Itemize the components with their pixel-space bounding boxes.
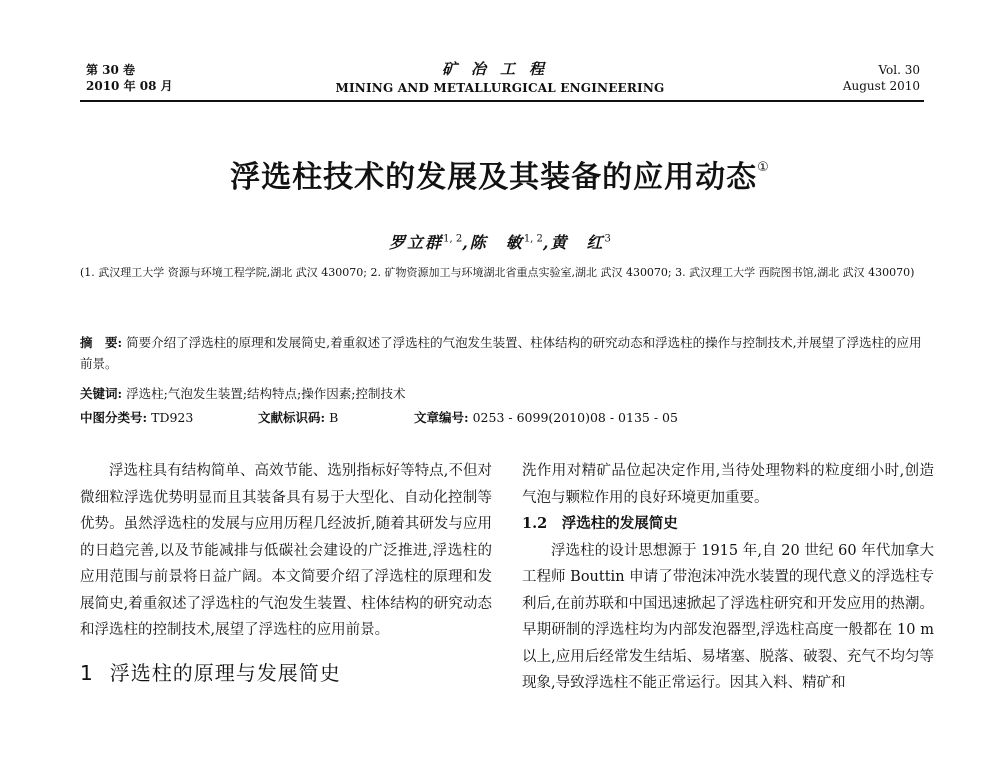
abstract-label: 摘 要:: [80, 335, 123, 350]
subsection-heading-1-2: 1.2 浮选柱的发展简史: [522, 515, 678, 532]
section-title: 浮选柱的原理与发展简史: [109, 660, 341, 685]
keywords-label: 关键词:: [80, 386, 123, 401]
intro-paragraph: 浮选柱具有结构简单、高效节能、选别指标好等特点,不但对微细粒浮选优势明显而且其装备具有易于大型化、自动化控制等优势。虽然浮选柱的发展与应用历程几经波折,随着其研发与应用的日趋完善,以及节能减排与低碳社会建设的广泛推进,浮选柱的应用范围与前景将日益广阔。本文简要介绍了浮选柱的原理和发展简史,着重叙述了浮选柱的气泡发生装置、柱体结构的研究动态和浮选柱的控制技术,展望了浮选柱的应用前景。: [80, 463, 492, 638]
journal-title-cn: 矿冶工程: [441, 60, 558, 78]
classification-line: [80, 408, 678, 426]
journal-title-en: MINING AND METALLURGICAL ENGINEERING: [335, 81, 665, 95]
article-title: [0, 152, 1000, 196]
issue-date-cn: 2010 年 08 月: [86, 79, 173, 93]
author-list: 罗立群$^{1, 2}$,陈 敏$^{1, 2}$,黄 红$^3$: [389, 233, 611, 252]
article-no: 0253 - 6099(2010)08 - 0135 - 05: [472, 410, 678, 425]
abstract: [80, 332, 932, 374]
doc-code-label: 文献标识码:: [258, 410, 326, 425]
section-heading-1: [80, 660, 492, 687]
author-affiliation-mark: 1, 2: [443, 233, 463, 245]
section-number: 1: [80, 660, 94, 685]
author-name: 黄 红: [550, 233, 605, 252]
author-affiliation-mark: 3: [604, 233, 611, 245]
header-rule: [80, 100, 924, 102]
title-footnote-mark: ①: [757, 160, 770, 175]
abstract-text: 简要介绍了浮选柱的原理和发展简史,着重叙述了浮选柱的气泡发生装置、柱体结构的研究动态和浮选柱的操作与控制技术,并展望了浮选柱的应用前景。: [80, 335, 922, 371]
volume-number: 第 30 卷: [86, 63, 136, 77]
affiliations: (1. 武汉理工大学 资源与环境工程学院,湖北 武汉 430070; 2. 矿物资源加工与环境湖北省重点实验室,湖北 武汉 430070; 3. 武汉理工大学 西院图书馆,湖北 武汉 430070): [80, 266, 915, 279]
volume-en: Vol. 30: [878, 63, 920, 77]
keywords-text: 浮选柱;气泡发生装置;结构特点;操作因素;控制技术: [126, 386, 406, 401]
body-column-right: [522, 458, 934, 697]
keywords: [80, 384, 405, 402]
issue-date-en: August 2010: [842, 79, 920, 93]
body-column-left: [80, 458, 492, 686]
article-no-label: 文章编号:: [414, 410, 469, 425]
journal-volume-en: [843, 62, 920, 94]
history-paragraph: 浮选柱的设计思想源于 1915 年,自 20 世纪 60 年代加拿大工程师 Bouttin 申请了带泡沫冲洗水装置的现代意义的浮选柱专利后,在前苏联和中国迅速掀起了浮选柱研究和开发应用的热潮。早期研制的浮选柱均为内部发泡器型,浮选柱高度一般都在 10 m 以上,应用后经常发生结垢、易堵塞、脱落、破裂、充气不均匀等现象,导致浮选柱不能正常运行。因其入料、精矿和: [522, 542, 934, 691]
clc-label: 中图分类号:: [80, 410, 148, 425]
title-text: 浮选柱技术的发展及其装备的应用动态: [230, 160, 758, 195]
author-name: 罗立群: [389, 233, 444, 252]
continued-paragraph: 洗作用对精矿品位起决定作用,当待处理物料的粒度细小时,创造气泡与颗粒作用的良好环境更加重要。: [522, 463, 934, 506]
author-affiliation-mark: 1, 2: [523, 233, 543, 245]
doc-code: B: [329, 410, 339, 425]
author-name: 陈 敏: [469, 233, 524, 252]
clc-code: TD923: [151, 410, 194, 425]
